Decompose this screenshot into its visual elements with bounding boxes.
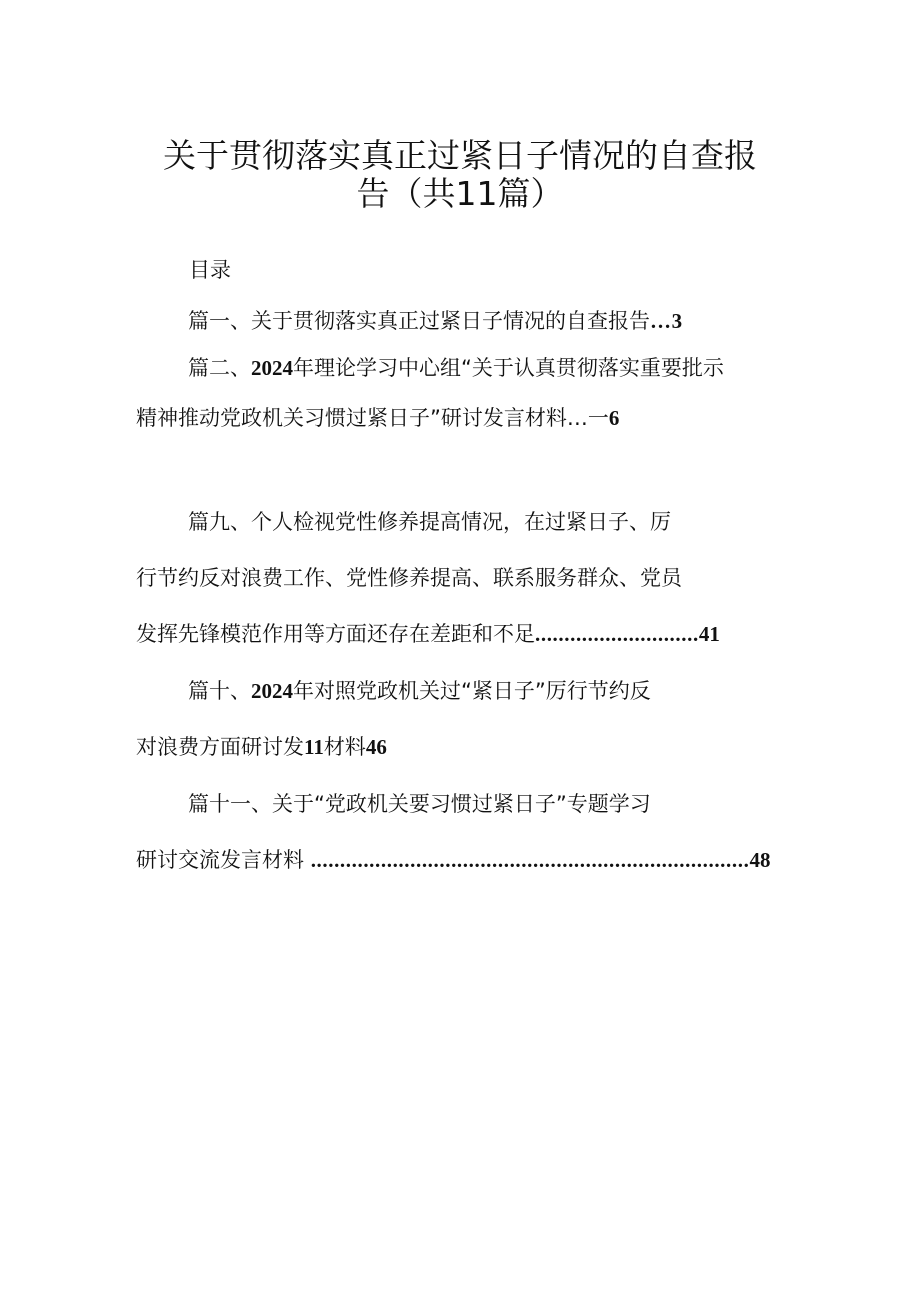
toc-entry-text: 行节约反对浪费工作、党性修养提高、联系服务群众、党员 (136, 566, 682, 590)
toc-leader-dots: ........................................................................... (310, 848, 750, 872)
toc-entry-text: 精神推动党政机关习惯过紧日子”研讨发言材料 (136, 406, 567, 430)
toc-entry-prefix: 篇二、 (188, 356, 251, 380)
toc-entry-text: 篇十一、关于“党政机关要习惯过紧日子”专题学习 (188, 792, 651, 816)
toc-page-number: 46 (365, 735, 387, 759)
toc-entry-text: 发挥先锋模范作用等方面还存在差距和不足 (136, 622, 535, 646)
toc-entry-9-line-2[interactable] (136, 564, 682, 592)
toc-entry-text: 年理论学习中心组“关于认真贯彻落实重要批示 (293, 356, 724, 380)
title-line-2: 告（共11篇） (356, 174, 564, 213)
toc-entry-2-line-1[interactable] (188, 354, 724, 382)
toc-entry-11-line-2[interactable] (136, 846, 770, 874)
toc-leader-dots: … (650, 309, 672, 333)
toc-entry-2-line-2[interactable] (136, 404, 619, 432)
toc-leader-dots: ............................ (535, 622, 699, 646)
toc-entry-number: 11 (304, 735, 324, 759)
toc-leader-dots: …一 (566, 406, 609, 430)
toc-entry-text-2: 材料 (323, 735, 366, 759)
toc-page-number: 3 (671, 309, 683, 333)
toc-entry-year: 2024 (251, 679, 293, 703)
toc-entry-10-line-2[interactable] (136, 733, 387, 761)
toc-entry-10-line-1[interactable] (188, 677, 651, 705)
toc-entry-text: 篇九、个人检视党性修养提高情况，在过紧日子、厉 (188, 510, 671, 534)
toc-entry-prefix: 篇十、 (188, 679, 251, 703)
toc-entry-year: 2024 (251, 356, 293, 380)
toc-entry-text: 研讨交流发言材料 (136, 848, 311, 872)
title-line-1: 关于贯彻落实真正过紧日子情况的自查报 (163, 136, 757, 175)
toc-page-number: 41 (698, 622, 720, 646)
toc-entry-1[interactable] (188, 307, 682, 335)
toc-entry-11-line-1[interactable] (188, 790, 651, 818)
toc-page-number: 48 (749, 848, 771, 872)
toc-entry-9-line-1[interactable] (188, 508, 671, 536)
toc-entry-text: 对浪费方面研讨发 (136, 735, 304, 759)
toc-page-number: 6 (608, 406, 620, 430)
toc-entry-9-line-3[interactable] (136, 620, 720, 648)
toc-entry-text: 篇一、关于贯彻落实真正过紧日子情况的自查报告 (188, 309, 650, 333)
toc-label: 目录 (189, 258, 231, 282)
toc-entry-text: 年对照党政机关过“紧日子”厉行节约反 (293, 679, 651, 703)
